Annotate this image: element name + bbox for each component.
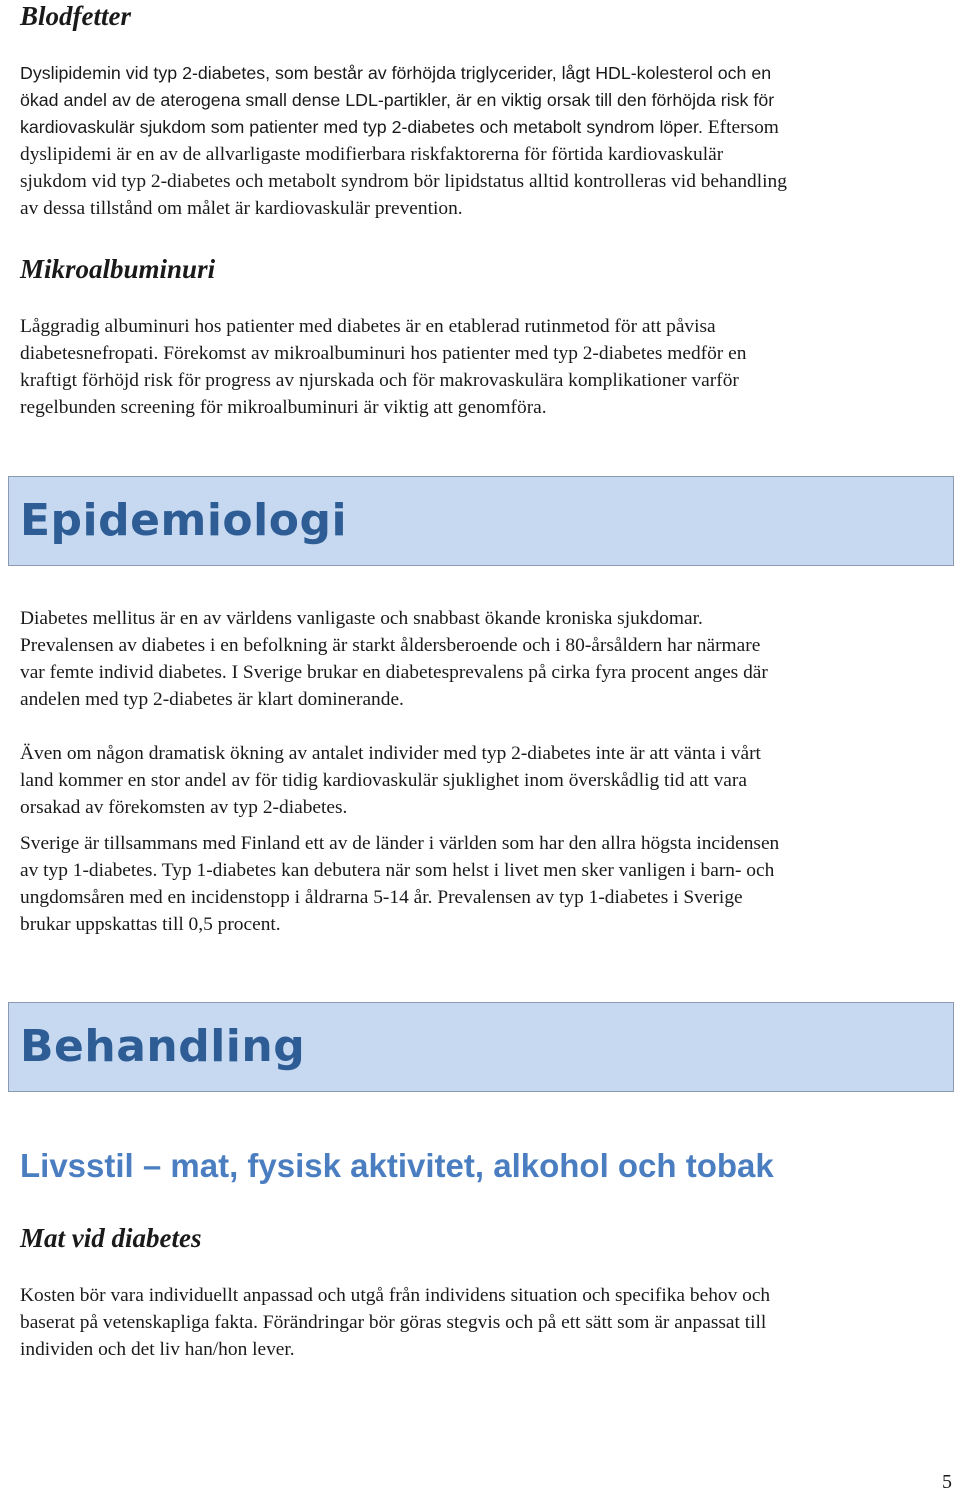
blodfetter-line: av dessa tillstånd om målet är kardiovaskulär prevention. — [20, 198, 463, 219]
epidemiologi-line: land kommer en stor andel av för tidig kardiovaskulär sjuklighet inom överskådlig tid att vara — [20, 770, 747, 791]
blodfetter-mixed-line — [20, 114, 950, 141]
epidemiologi-paragraph-1 — [20, 605, 950, 713]
epidemiologi-line: ungdomsåren med en incidenstopp i åldrarna 5-14 år. Prevalensen av typ 1-diabetes i Sverige — [20, 887, 743, 908]
epidemiologi-banner — [8, 476, 954, 566]
mat-vid-diabetes-heading: Mat vid diabetes — [20, 1223, 202, 1253]
epidemiologi-line: andelen med typ 2-diabetes är klart dominerande. — [20, 689, 404, 710]
epidemiologi-line: Sverige är tillsammans med Finland ett av de länder i världen som har den allra högsta incidensen — [20, 833, 780, 854]
epidemiologi-line: brukar uppskattas till 0,5 procent. — [20, 914, 281, 935]
blodfetter-paragraph — [20, 60, 950, 222]
epidemiologi-line: Även om någon dramatisk ökning av antalet individer med typ 2-diabetes inte är att vänta i vårt — [20, 743, 761, 764]
mat-vid-diabetes-paragraph — [20, 1282, 950, 1363]
epidemiologi-paragraph-3 — [20, 830, 950, 938]
blodfetter-line: Dyslipidemin vid typ 2-diabetes, som består av förhöjda triglycerider, lågt HDL-kolesterol och en — [20, 63, 772, 83]
mikroalbuminuri-line: diabetesnefropati. Förekomst av mikroalbuminuri hos patienter med typ 2-diabetes medför en — [20, 343, 747, 364]
blodfetter-line: dyslipidemi är en av de allvarligaste modifierbara riskfaktorerna för förtida kardiovaskulär — [20, 144, 724, 165]
mikroalbuminuri-line: kraftigt förhöjd risk för progress av njurskada och för makrovaskulära komplikationer varför — [20, 370, 739, 391]
epidemiologi-paragraph-2 — [20, 740, 950, 821]
epidemiologi-line: Diabetes mellitus är en av världens vanligaste och snabbast ökande kroniska sjukdomar. — [20, 608, 703, 629]
blodfetter-line-sans-part: kardiovaskulär sjukdom som patienter med typ 2-diabetes och metabolt syndrom löper. — [20, 117, 703, 137]
blodfetter-line: sjukdom vid typ 2-diabetes och metabolt syndrom bör lipidstatus alltid kontrolleras vid behandling — [20, 171, 787, 192]
behandling-title: Behandling — [20, 1021, 306, 1072]
behandling-banner — [8, 1002, 954, 1092]
mikroalbuminuri-line: Låggradig albuminuri hos patienter med diabetes är en etablerad rutinmetod för att påvisa — [20, 316, 716, 337]
mat-line: baserat på vetenskapliga fakta. Förändringar bör göras stegvis och på ett sätt som är anpassat till — [20, 1312, 767, 1333]
mat-line: individen och det liv han/hon lever. — [20, 1339, 295, 1360]
mikroalbuminuri-paragraph — [20, 313, 950, 421]
blodfetter-heading: Blodfetter — [20, 1, 131, 31]
epidemiologi-line: Prevalensen av diabetes i en befolkning är starkt åldersberoende och i 80-årsåldern har närmare — [20, 635, 761, 656]
epidemiologi-line: var femte individ diabetes. I Sverige brukar en diabetesprevalens på cirka fyra procent anges där — [20, 662, 768, 683]
livsstil-heading: Livsstil – mat, fysisk aktivitet, alkohol och tobak — [20, 1147, 774, 1184]
blodfetter-line: ökad andel av de aterogena small dense LDL-partikler, är en viktig orsak till den förhöjda risk för — [20, 90, 775, 110]
blodfetter-line-serif-part: Eftersom — [702, 117, 779, 138]
mikroalbuminuri-heading: Mikroalbuminuri — [20, 254, 216, 284]
page-number: 5 — [942, 1471, 952, 1493]
epidemiologi-line: orsakad av förekomsten av typ 2-diabetes. — [20, 797, 348, 818]
mat-line: Kosten bör vara individuellt anpassad och utgå från individens situation och specifika behov och — [20, 1285, 771, 1306]
mikroalbuminuri-line: regelbunden screening för mikroalbuminuri är viktig att genomföra. — [20, 397, 547, 418]
epidemiologi-title: Epidemiologi — [20, 495, 348, 546]
epidemiologi-line: av typ 1-diabetes. Typ 1-diabetes kan debutera när som helst i livet men sker vanligen i barn- och — [20, 860, 775, 881]
